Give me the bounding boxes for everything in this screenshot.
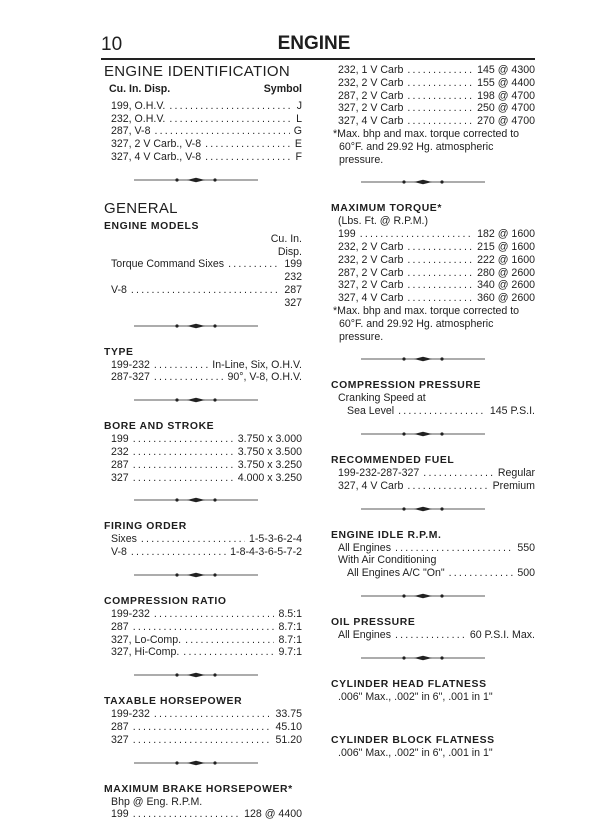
spec-label: All Engines: [338, 541, 391, 554]
spec-value: 287: [284, 283, 302, 296]
spec-value: 215 @ 1600: [477, 240, 535, 253]
dot-leader: [133, 459, 234, 472]
spec-row: [331, 228, 535, 241]
spec-label: 327: [111, 471, 129, 484]
spec-text: .006" Max., .002" in 6", .001 in 1": [338, 690, 493, 703]
spec-row: [104, 533, 302, 546]
spec-label: 287, 2 V Carb: [338, 89, 404, 102]
spec-value: Premium: [492, 479, 535, 492]
spec-value: 33.75: [275, 708, 302, 721]
spec-label: 232, 1 V Carb: [338, 64, 404, 76]
dot-leader: [407, 267, 473, 280]
spec-value: 232: [284, 271, 302, 284]
dot-leader: [407, 292, 473, 305]
spec-value: 8.7:1: [278, 633, 302, 646]
dot-leader: [154, 359, 208, 372]
spec-value: 3.750 x 3.250: [237, 458, 302, 471]
spec-row: [104, 359, 302, 372]
dot-leader: [407, 254, 473, 267]
spec-value: 1-8-4-3-6-5-7-2: [230, 546, 302, 559]
dot-leader: [133, 734, 272, 747]
subsection-heading: ENGINE IDLE R.P.M.: [331, 529, 442, 541]
ornamental-divider: [104, 484, 302, 520]
spec-value: 270 @ 4700: [477, 115, 535, 128]
dot-leader: [131, 546, 226, 559]
dot-leader: [185, 634, 274, 647]
spec-label: Sixes: [111, 533, 137, 546]
left-column: [104, 63, 302, 821]
spec-text: .006" Max., .002" in 6", .001 in 1": [338, 746, 493, 759]
spec-value: 3.750 x 3.500: [237, 445, 302, 458]
spec-value: 250 @ 4700: [477, 102, 535, 115]
spec-row: [104, 371, 302, 384]
spec-value: 3.750 x 3.000: [237, 433, 302, 446]
spec-row: [331, 90, 535, 103]
ornamental-divider: [104, 164, 302, 200]
spec-value: Disp.: [277, 245, 302, 258]
spec-value: 145 @ 4300: [477, 64, 535, 76]
spec-label: 232, 2 V Carb: [338, 76, 404, 89]
spec-row: [331, 102, 535, 115]
spec-row: [104, 284, 302, 297]
spec-label: 327, 2 V Carb: [338, 102, 404, 115]
dot-leader: [154, 608, 275, 621]
spec-value: L: [296, 112, 302, 125]
spec-value: 550: [517, 541, 535, 554]
spec-row: [104, 472, 302, 485]
dot-leader: [141, 533, 245, 546]
spec-label: V-8: [111, 283, 127, 296]
spec-value: 4.000 x 3.250: [237, 471, 302, 484]
spec-row: [331, 567, 535, 580]
spec-label: 232: [111, 445, 129, 458]
ornamental-divider: [331, 418, 535, 454]
subsection-heading: MAXIMUM BRAKE HORSEPOWER*: [104, 783, 293, 795]
spec-label: 199-232: [111, 708, 150, 721]
spec-label: 199: [111, 808, 129, 821]
spec-label: 199-232: [111, 607, 150, 620]
spec-label: 327, Lo-Comp.: [111, 633, 182, 646]
ornamental-divider: [331, 580, 535, 616]
spec-text: With Air Conditioning: [338, 554, 437, 567]
subsection-heading: COMPRESSION RATIO: [104, 595, 227, 607]
spec-label: 287: [111, 720, 129, 733]
dot-leader: [407, 241, 473, 254]
section-heading: GENERAL: [104, 199, 178, 217]
ornamental-divider: [331, 166, 535, 202]
spec-value: 45.10: [275, 720, 302, 733]
spec-row: [331, 267, 535, 280]
dot-leader: [169, 100, 292, 113]
ornamental-divider: [104, 559, 302, 595]
spec-label: 327, 4 V Carb: [338, 292, 404, 305]
spec-row: [104, 138, 302, 151]
spec-value: F: [295, 150, 302, 163]
spec-label: All Engines A/C "On": [347, 567, 445, 580]
spec-row: [331, 115, 535, 128]
spec-value: 500: [517, 567, 535, 580]
spec-text: Bhp @ Eng. R.P.M.: [111, 795, 203, 808]
ornamental-divider: [104, 659, 302, 695]
spec-label: 327, 4 V Carb: [338, 115, 404, 128]
spec-row: [104, 100, 302, 113]
dot-leader: [395, 629, 466, 642]
spec-label: 327, 2 V Carb: [338, 279, 404, 292]
spec-label: 327, 2 V Carb., V-8: [111, 138, 202, 151]
spec-value: 60 P.S.I. Max.: [469, 628, 535, 641]
subsection-heading: ENGINE MODELS: [104, 220, 199, 232]
spec-row: [104, 125, 302, 138]
section-heading: ENGINE IDENTIFICATION: [104, 63, 291, 80]
dot-leader: [407, 90, 473, 103]
ornamental-divider: [331, 642, 535, 678]
dot-leader: [133, 808, 240, 821]
dot-leader: [133, 472, 234, 485]
spec-row: [331, 629, 535, 642]
subsection-heading: RECOMMENDED FUEL: [331, 454, 455, 466]
page-number: 10: [101, 34, 123, 55]
spec-label: 287, 2 V Carb: [338, 266, 404, 279]
spec-value: 90°, V-8, O.H.V.: [227, 371, 302, 384]
ornamental-divider: [331, 343, 535, 379]
spec-value: 340 @ 2600: [477, 279, 535, 292]
spec-value: 51.20: [275, 733, 302, 746]
spec-label: 232, O.H.V.: [111, 112, 166, 125]
spec-value: 199: [284, 258, 302, 271]
spec-row: [331, 405, 535, 418]
subsection-heading: BORE AND STROKE: [104, 421, 215, 433]
spec-label: 327, Hi-Comp.: [111, 646, 180, 659]
spec-row: [104, 446, 302, 459]
spec-row: [104, 608, 302, 621]
spec-label: All Engines: [338, 628, 391, 641]
spec-row: [331, 480, 535, 493]
spec-value: 8.7:1: [278, 620, 302, 633]
spec-row: [104, 646, 302, 659]
dot-leader: [407, 64, 473, 77]
spec-label: 199: [111, 433, 129, 446]
dot-leader: [228, 258, 280, 271]
column-header-right: Symbol: [263, 83, 302, 95]
dot-leader: [183, 646, 274, 659]
spec-value: 327: [284, 296, 302, 309]
dot-leader: [133, 446, 234, 459]
header-rule: [101, 58, 535, 60]
spec-label: 287, V-8: [111, 125, 151, 138]
spec-row: [331, 292, 535, 305]
subsection-heading: MAXIMUM TORQUE*: [331, 203, 442, 215]
spec-label: 327, 4 V Carb: [338, 479, 404, 492]
dot-leader: [407, 279, 473, 292]
spec-row: [104, 459, 302, 472]
dot-leader: [133, 721, 272, 734]
dot-leader: [449, 567, 514, 580]
dot-leader: [395, 542, 513, 555]
spec-label: 327: [111, 733, 129, 746]
spec-label: 287: [111, 620, 129, 633]
spec-value: Cu. In.: [270, 232, 302, 245]
spec-row: [104, 258, 302, 271]
spec-row: [104, 708, 302, 721]
spec-label: V-8: [111, 546, 127, 559]
right-column: [331, 64, 535, 759]
spec-value: In-Line, Six, O.H.V.: [212, 358, 302, 371]
spec-label: 287: [111, 458, 129, 471]
spec-row: [331, 64, 535, 77]
ornamental-divider: [104, 384, 302, 420]
spec-row: [331, 279, 535, 292]
spec-label: 199, O.H.V.: [111, 99, 166, 112]
spec-value: E: [294, 138, 302, 151]
spec-label: 327, 4 V Carb., V-8: [111, 150, 202, 163]
spec-row: [104, 734, 302, 747]
spec-value: 360 @ 2600: [477, 292, 535, 305]
dot-leader: [154, 125, 289, 138]
spec-row: [331, 254, 535, 267]
spacer: [331, 704, 535, 734]
dot-leader: [133, 433, 234, 446]
spec-row: [104, 634, 302, 647]
spec-value: Regular: [497, 466, 535, 479]
spec-row: [104, 721, 302, 734]
footnote: *Max. bhp and max. torque corrected to 60°F. and 29.92 Hg. atmospheric pressure.: [333, 127, 520, 166]
dot-leader: [407, 102, 473, 115]
dot-leader: [205, 151, 291, 164]
ornamental-divider: [104, 747, 302, 783]
spec-row: [104, 808, 302, 821]
dot-leader: [133, 621, 275, 634]
spec-text: Cranking Speed at: [338, 392, 426, 405]
spec-row: [104, 546, 302, 559]
spec-value: 8.5:1: [278, 607, 302, 620]
spec-row: [331, 241, 535, 254]
subsection-heading: TAXABLE HORSEPOWER: [104, 696, 243, 708]
spec-value: 1-5-3-6-2-4: [249, 533, 302, 546]
spec-value: 9.7:1: [278, 646, 302, 659]
dot-leader: [154, 371, 224, 384]
spec-value: 128 @ 4400: [244, 808, 302, 821]
ornamental-divider: [331, 493, 535, 529]
spec-row: [331, 467, 535, 480]
subsection-heading: CYLINDER HEAD FLATNESS: [331, 678, 487, 690]
dot-leader: [205, 138, 291, 151]
spec-value: 182 @ 1600: [477, 228, 535, 241]
spec-row: [104, 433, 302, 446]
spec-row: [331, 542, 535, 555]
spec-row: [331, 77, 535, 90]
subsection-heading: COMPRESSION PRESSURE: [331, 380, 481, 392]
spec-value: 280 @ 2600: [477, 266, 535, 279]
dot-leader: [407, 480, 488, 493]
spec-row: [104, 151, 302, 164]
spec-label: Torque Command Sixes: [111, 258, 225, 271]
column-header-left: Cu. In. Disp.: [109, 83, 171, 95]
spec-label: 232, 2 V Carb: [338, 240, 404, 253]
spec-value: 222 @ 1600: [477, 253, 535, 266]
spec-value: J: [296, 99, 302, 112]
subsection-heading: TYPE: [104, 346, 134, 358]
spec-label: 199: [338, 228, 356, 241]
dot-leader: [398, 405, 486, 418]
spec-label: 199-232: [111, 358, 150, 371]
dot-leader: [423, 467, 494, 480]
dot-leader: [131, 284, 280, 297]
dot-leader: [407, 115, 473, 128]
page-title: ENGINE: [277, 33, 351, 54]
spec-value: 155 @ 4400: [477, 76, 535, 89]
spec-label: Sea Level: [347, 405, 395, 418]
spec-row: [104, 621, 302, 634]
spec-value: 145 P.S.I.: [489, 405, 535, 418]
subsection-heading: FIRING ORDER: [104, 521, 187, 533]
subsection-heading: CYLINDER BLOCK FLATNESS: [331, 734, 495, 746]
footnote: *Max. bhp and max. torque corrected to 60°F. and 29.92 Hg. atmospheric pressure.: [333, 304, 520, 343]
spec-label: 287-327: [111, 371, 150, 384]
column-header: [104, 83, 302, 96]
dot-leader: [154, 708, 272, 721]
spec-label: 199-232-287-327: [338, 466, 420, 479]
spec-label: 232, 2 V Carb: [338, 253, 404, 266]
spec-row: [104, 113, 302, 126]
dot-leader: [360, 228, 473, 241]
spec-value: 198 @ 4700: [477, 89, 535, 102]
spec-text: (Lbs. Ft. @ R.P.M.): [338, 215, 429, 228]
dot-leader: [169, 113, 292, 126]
dot-leader: [407, 77, 473, 90]
spec-value: G: [293, 125, 302, 138]
ornamental-divider: [104, 310, 302, 346]
subsection-heading: OIL PRESSURE: [331, 616, 416, 628]
